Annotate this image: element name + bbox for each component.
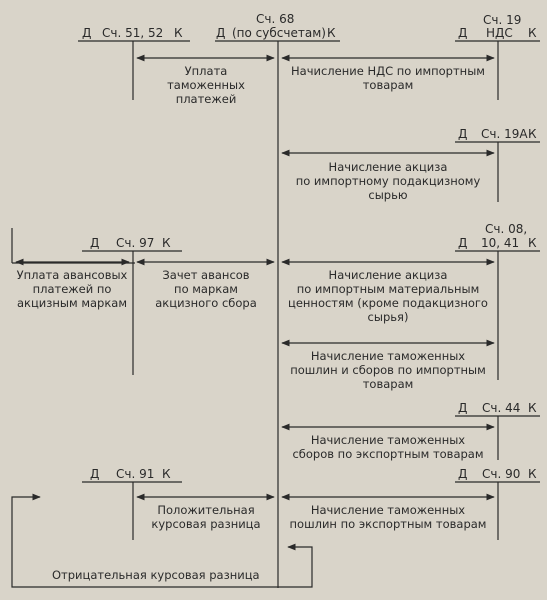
acc91-name: Сч. 91 (116, 467, 155, 481)
acc19-credit: К (528, 26, 537, 40)
acc0810-credit: К (528, 236, 537, 250)
acc19-name: Сч. 19 (483, 13, 522, 27)
entry-negative-fx: Отрицательная курсовая разница (52, 568, 260, 582)
entry-vat-import: Начисление НДС по импортным товарам (291, 64, 485, 92)
acc44-name: Сч. 44 (482, 401, 521, 415)
acc5152-credit: К (174, 26, 183, 40)
acc91-credit: К (162, 467, 171, 481)
entry-customs-duties-import: Начисление таможенных пошлин и сборов по импортным товарам (290, 349, 486, 391)
entry-advance-offset: Зачет авансов по маркам акцизного сбора (155, 268, 257, 310)
acc19a-debit: Д (458, 127, 468, 141)
entry-customs-fees-export: Начисление таможенных сборов по экспортным товарам (292, 433, 484, 461)
acc19a-name: Сч. 19А (481, 127, 528, 141)
acc0810-debit: Д (458, 236, 468, 250)
acc19a-credit: К (528, 127, 537, 141)
acc97-credit: К (162, 236, 171, 250)
acc19-debit: Д (458, 26, 468, 40)
acc90-name: Сч. 90 (482, 467, 521, 481)
acc68-title: Сч. 68 (256, 12, 295, 26)
acc19-sub: НДС (486, 26, 513, 40)
acc97-debit: Д (90, 236, 100, 250)
entry-positive-fx: Положительная курсовая разница (151, 503, 261, 531)
acc44-debit: Д (458, 401, 468, 415)
acc0810-name: Сч. 08, (485, 222, 528, 236)
acc90-debit: Д (458, 467, 468, 481)
acc91-debit: Д (90, 467, 100, 481)
acc68-credit: К (327, 26, 336, 40)
acc44-credit: К (528, 401, 537, 415)
acc68-name: (по субсчетам) (232, 26, 326, 40)
entry-advance-payment: Уплата авансовых платежей по акцизным маркам (16, 268, 128, 310)
entry-customs-duties-export: Начисление таможенных пошлин по экспортным товарам (289, 503, 487, 531)
acc90-credit: К (528, 467, 537, 481)
acc68-debit: Д (216, 26, 226, 40)
acc0810-sub: 10, 41 (481, 236, 520, 250)
acc97-name: Сч. 97 (116, 236, 155, 250)
acc5152-name: Сч. 51, 52 (102, 26, 164, 40)
acc5152-debit: Д (82, 26, 92, 40)
entry-excise-raw: Начисление акциза по импортному подакцизному сырью (295, 160, 481, 202)
entry-excise-material: Начисление акциза по импортным материальным ценностям (кроме подакцизного сырья) (288, 268, 488, 324)
entry-customs-payment: Уплата таможенных платежей (167, 64, 245, 106)
